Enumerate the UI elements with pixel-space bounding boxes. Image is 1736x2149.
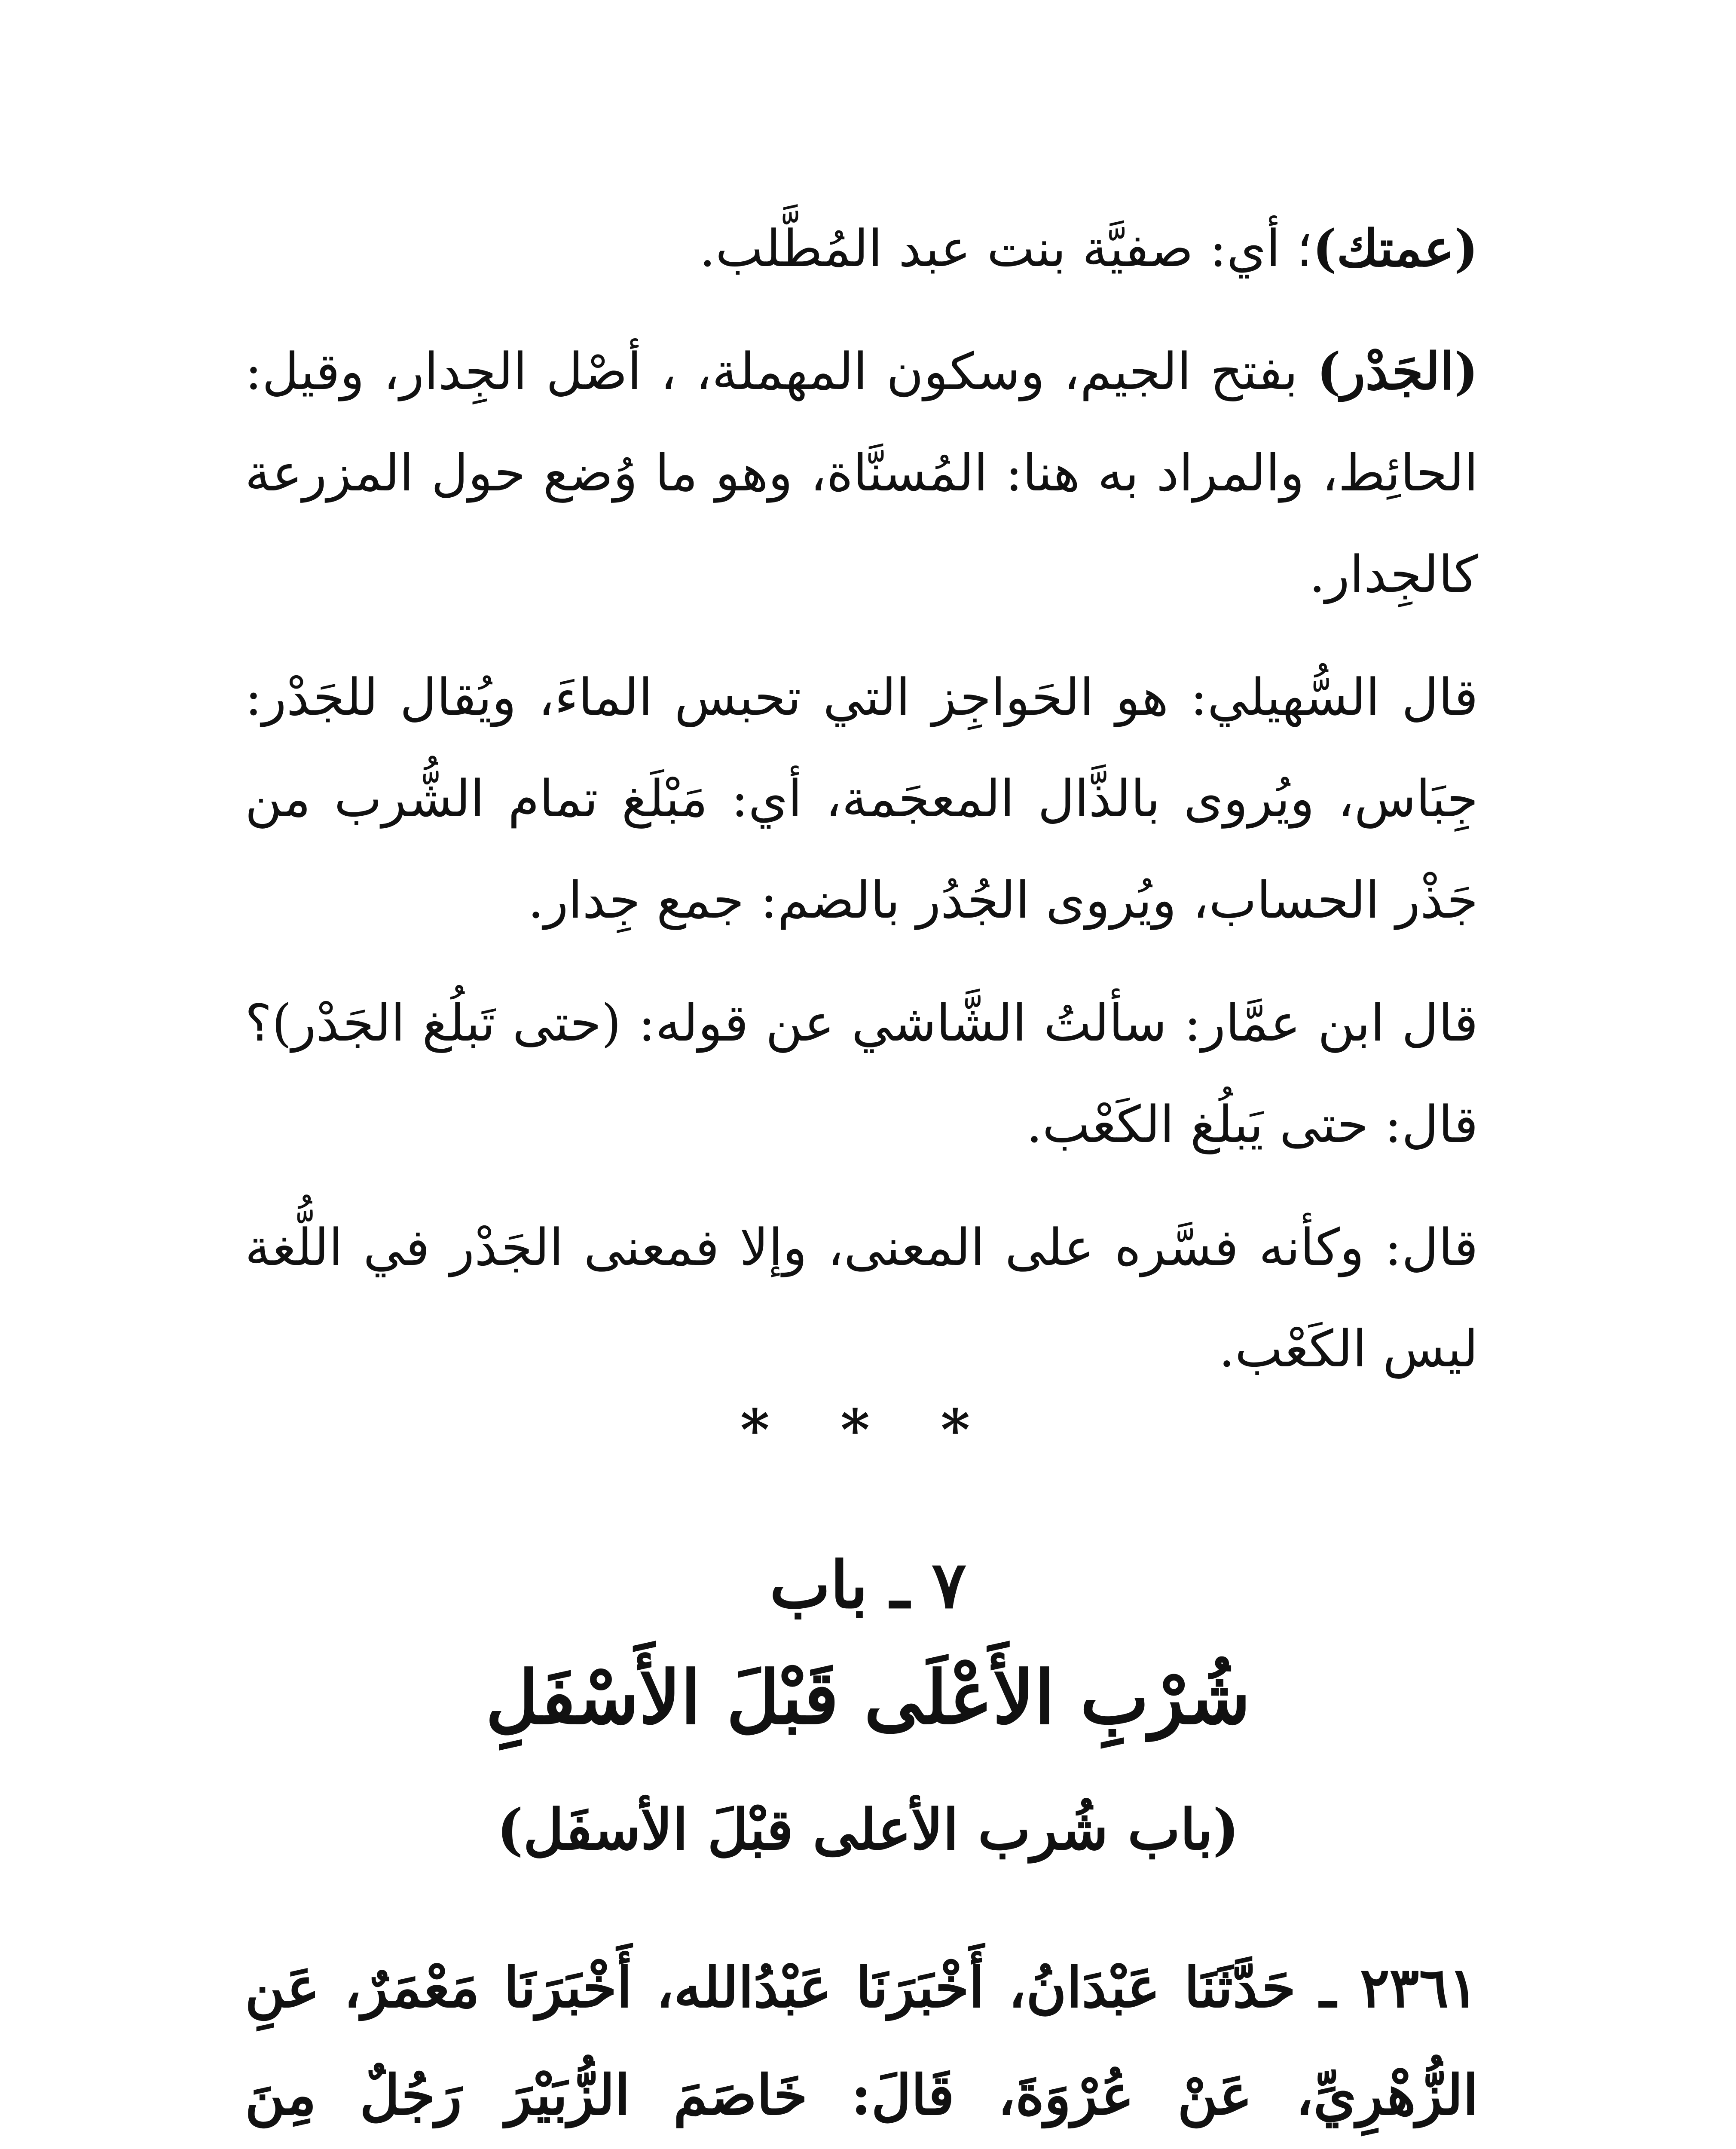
term-heading: (عمتك) — [1312, 218, 1478, 278]
term-explanation: بفتح الجيم، وسكون المهملة، ، أصْل الجِدار، وقيل: الحائِط، والمراد به هنا: المُسنَّاة، وهو ما وُضع حول المزرعة كالجِدار. — [245, 342, 1478, 604]
term-explanation: ؛ أي: صفيَّة بنت عبد المُطَّلب. — [699, 219, 1313, 278]
chapter-title: شُرْبِ الأَعْلَى قَبْلَ الأَسْفَلِ — [485, 1655, 1251, 1741]
section-separator: * * * — [740, 1397, 996, 1463]
hadith-text: ٢٣٦١ ـ حَدَّثَنَا عَبْدَانُ، أَخْبَرَنَا عَبْدُالله، أَخْبَرَنَا مَعْمَرٌ، عَنِ الزُّهْرِيِّ، عَنْ عُرْوَةَ، قَالَ: خَاصَمَ الزُّبَيْرَ رَجُلٌ مِنَ — [245, 1956, 1478, 2128]
commentary-paragraph-2 — [245, 321, 1478, 625]
commentary-section — [245, 198, 1478, 1399]
commentary-paragraph-4: قال ابن عمَّار: سألتُ الشَّاشي عن قوله: (حتى تَبلُغ الجَدْر)؟ قال: حتى يَبلُغ الكَعْب. — [245, 993, 1478, 1154]
commentary-paragraph-5: قال: وكأنه فسَّره على المعنى، وإلا فمعنى الجَدْر في اللُّغة ليس الكَعْب. — [245, 1218, 1478, 1378]
chapter-number: ٧ ـ باب — [770, 1547, 966, 1623]
chapter-subtitle: (باب شُرب الأعلى قبْلَ الأسفَل) — [497, 1797, 1239, 1862]
term-heading: (الجَدْر) — [1317, 341, 1478, 401]
commentary-paragraph-3: قال السُّهيلي: هو الحَواجِز التي تحبس الماءَ، ويُقال للجَدْر: جِبَاس، ويُروى بالذَّال المعجَمة، أي: مَبْلَغ تمام الشُّرب من جَذْر الحساب، ويُروى الجُدُر بالضم: جمع جِدار. — [245, 667, 1478, 930]
commentary-paragraph-1 — [245, 198, 1478, 299]
